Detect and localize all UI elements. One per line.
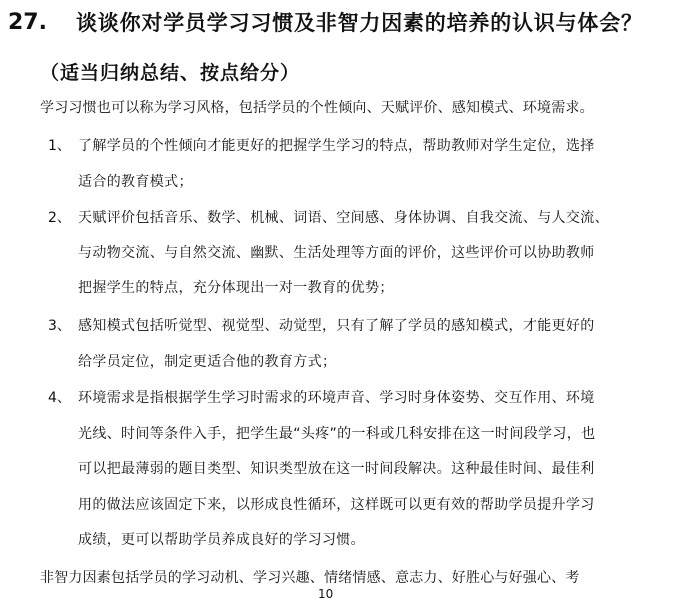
intro-paragraph: 学习习惯也可以称为学习风格，包括学员的个性倾向、天赋评价、感知模式、环境需求。 (40, 100, 594, 116)
question-title: 谈谈你对学员学习习惯及非智力因素的培养的认识与体会？ (76, 11, 643, 35)
list-item-line: 把握学生的特点，充分体现出一对一教育的优势； (78, 280, 394, 296)
list-item-number: 2、 (48, 210, 71, 226)
scoring-note: （适当归纳总结、按点给分） (40, 62, 301, 84)
list-item-line: 与动物交流、与自然交流、幽默、生活处理等方面的评价，这些评价可以协助教师 (78, 245, 595, 261)
list-item-line: 天赋评价包括音乐、数学、机械、词语、空间感、身体协调、自我交流、与人交流、 (78, 210, 609, 226)
list-item-line: 成绩，更可以帮助学员养成良好的学习习惯。 (78, 532, 365, 548)
list-item-line: 用的做法应该固定下来，以形成良性循环，这样既可以更有效的帮助学员提升学习 (78, 497, 595, 513)
list-item-line: 光线、时间等条件入手，把学生最“头疼”的一科或几科安排在这一时间段学习，也 (78, 426, 596, 442)
list-item-line: 环境需求是指根据学生学习时需求的环境声音、学习时身体姿势、交互作用、环境 (78, 390, 595, 406)
outro-paragraph: 非智力因素包括学员的学习动机、学习兴趣、情绪情感、意志力、好胜心与好强心、考 (40, 570, 580, 586)
question-number: 27. (8, 10, 47, 35)
list-item-line: 给学员定位，制定更适合他的教育方式； (78, 354, 337, 370)
list-item-number: 1、 (48, 138, 71, 154)
page-number: 10 (318, 587, 334, 601)
list-item-line: 适合的教育模式； (78, 174, 193, 190)
list-item-line: 了解学员的个性倾向才能更好的把握学生学习的特点，帮助教师对学生定位，选择 (78, 138, 595, 154)
list-item-number: 4、 (48, 390, 71, 406)
list-item-line: 可以把最薄弱的题目类型、知识类型放在这一时间段解决。这种最佳时间、最佳利 (78, 461, 595, 477)
list-item-line: 感知模式包括听觉型、视觉型、动觉型，只有了解了学员的感知模式，才能更好的 (78, 318, 595, 334)
list-item-number: 3、 (48, 318, 71, 334)
